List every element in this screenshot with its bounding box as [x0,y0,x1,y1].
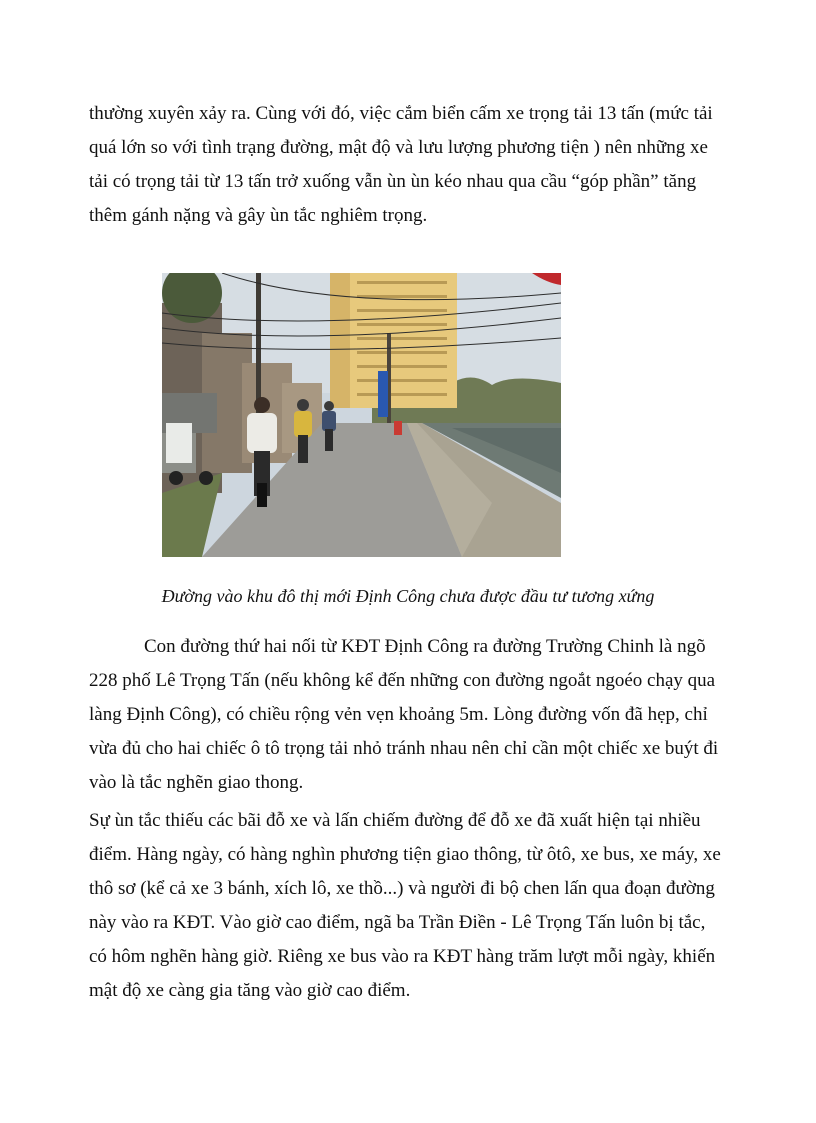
text-line: quá lớn so với tình trạng đường, mật độ và lưu lượng phương tiện ) nên những xe [89,137,708,158]
text-line: Con đường thứ hai nối từ KĐT Định Công ra đường Trường Chinh là ngõ [144,636,706,657]
text-line: này vào ra KĐT. Vào giờ cao điểm, ngã ba Trần Điền - Lê Trọng Tấn luôn bị tắc, [89,912,706,933]
photo-caption: Đường vào khu đô thị mới Định Công chưa được đầu tư tương xứng [161,586,655,606]
text-line: Sự ùn tắc thiếu các bãi đỗ xe và lấn chiếm đường để đỗ xe đã xuất hiện tại nhiều [89,810,701,831]
street-photo [162,273,561,557]
text-line: vừa đủ cho hai chiếc ô tô trọng tải nhỏ tránh nhau nên chỉ cần một chiếc xe buýt đi [89,738,719,759]
text-line: vào là tắc nghẽn giao thong. [89,772,304,793]
paragraph-3 [89,804,729,1008]
text-line: thô sơ (kể cả xe 3 bánh, xích lô, xe thồ...) và người đi bộ chen lấn qua đoạn đường [89,878,715,899]
text-line: làng Định Công), có chiều rộng vẻn vẹn khoảng 5m. Lòng đường vốn đã hẹp, chỉ [89,704,708,725]
text-line: thêm gánh nặng và gây ùn tắc nghiêm trọng. [89,205,428,226]
text-line: mật độ xe càng gia tăng vào giờ cao điểm. [89,980,411,1001]
paragraph-1 [89,97,729,233]
text-line: tải có trọng tải từ 13 tấn trở xuống vẫn ùn ùn kéo nhau qua cầu “góp phần” tăng [89,171,697,192]
text-line: thường xuyên xảy ra. Cùng với đó, việc cắm biển cấm xe trọng tải 13 tấn (mức tải [89,103,713,124]
text-line: có hôm nghẽn hàng giờ. Riêng xe bus vào ra KĐT hàng trăm lượt mỗi ngày, khiến [89,946,716,967]
paragraph-2 [89,630,729,800]
text-line: 228 phố Lê Trọng Tấn (nếu không kể đến những con đường ngoắt ngoéo chạy qua [89,670,716,691]
text-line: điểm. Hàng ngày, có hàng nghìn phương tiện giao thông, từ ôtô, xe bus, xe máy, xe [89,844,721,865]
